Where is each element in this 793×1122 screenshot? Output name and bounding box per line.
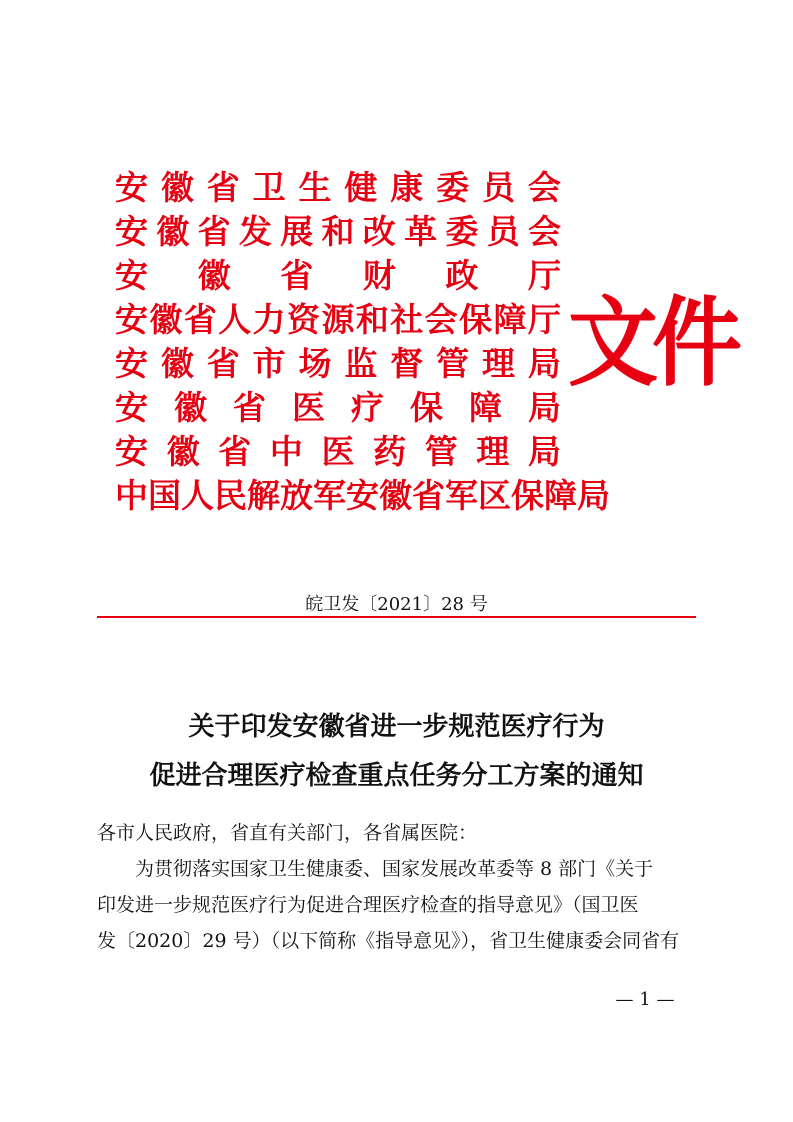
- issuer-char: 会: [424, 300, 458, 339]
- issuer-char: 厅: [527, 300, 561, 339]
- issuer-char: 医: [321, 432, 355, 471]
- issuer-char: 安: [115, 212, 148, 251]
- title-line-2: 促进合理医疗检查重点任务分工方案的通知: [149, 761, 644, 791]
- issuer-line-military-district: [115, 474, 610, 518]
- paragraph-line-2: 印发进一步规范医疗行为促进合理医疗检查的指导意见》（国卫医: [97, 894, 639, 916]
- issuer-char: 政: [445, 256, 479, 295]
- issuer-char: 障: [493, 300, 527, 339]
- issuer-char: 管: [424, 432, 458, 471]
- issuer-char: 省: [206, 344, 240, 383]
- salutation: 各市人民政府，省直有关部门，各省属医院：: [97, 822, 478, 844]
- issuer-char: 徽: [166, 432, 200, 471]
- issuer-char: 理: [476, 432, 510, 471]
- issuer-char: 药: [373, 432, 407, 471]
- issuer-char: 源: [321, 300, 355, 339]
- issuer-char: 区: [478, 476, 511, 515]
- issuer-char: 局: [527, 344, 561, 383]
- issuer-char: 管: [436, 344, 470, 383]
- issuer-char: 和: [355, 300, 389, 339]
- issuer-char: 保: [410, 388, 443, 427]
- issuer-char: 医: [292, 388, 325, 427]
- issuer-char: 市: [252, 344, 286, 383]
- issuer-char: 徽: [149, 300, 183, 339]
- page-number: — 1 —: [615, 989, 675, 1010]
- issuer-char: 安: [115, 168, 148, 207]
- issuer-char: 省: [412, 476, 445, 515]
- issuer-char: 健: [344, 168, 378, 207]
- issuer-char: 安: [115, 432, 148, 471]
- issuer-char: 徽: [156, 212, 190, 251]
- issuer-char: 省: [280, 256, 314, 295]
- title-line-1: 关于印发安徽省进一步规范医疗行为: [188, 712, 605, 742]
- issuer-char: 保: [511, 476, 544, 515]
- issuer-char: 解: [247, 476, 280, 515]
- body-text: [97, 815, 697, 959]
- issuer-char: 安: [115, 388, 148, 427]
- issuer-char: 厅: [527, 256, 561, 295]
- issuer-char: 障: [544, 476, 577, 515]
- issuer-char: 改: [362, 212, 396, 251]
- issuer-char: 人: [181, 476, 214, 515]
- issuer-char: 国: [148, 476, 181, 515]
- issuer-line-market-regulation: [115, 342, 561, 386]
- paragraph-line-1: 为贯彻落实国家卫生健康委、国家发展改革委等 8 部门《关于: [135, 858, 654, 880]
- issuer-char: 徽: [160, 168, 194, 207]
- issuer-char: 委: [445, 212, 479, 251]
- issuer-char: 省: [197, 212, 231, 251]
- issuer-char: 员: [486, 212, 520, 251]
- issuer-char: 展: [280, 212, 314, 251]
- issuer-char: 徽: [160, 344, 194, 383]
- issuer-char: 安: [115, 256, 148, 295]
- issuer-char: 督: [390, 344, 424, 383]
- red-divider-line: [97, 616, 696, 618]
- issuer-line-tcm-administration: [115, 430, 561, 474]
- issuer-line-development-reform: [115, 210, 561, 254]
- issuer-line-human-resources: [115, 298, 561, 342]
- issuer-char: 障: [469, 388, 502, 427]
- issuer-char: 委: [436, 168, 470, 207]
- issuer-char: 中: [115, 476, 148, 515]
- paragraph-line-3: 发〔2020〕29 号）（以下简称《指导意见》），省卫生健康委会同省有: [97, 930, 680, 952]
- issuer-char: 员: [482, 168, 515, 207]
- issuer-char: 省: [183, 300, 217, 339]
- issuer-char: 财: [362, 256, 396, 295]
- issuer-char: 保: [459, 300, 493, 339]
- issuer-char: 局: [528, 432, 561, 471]
- issuer-char: 康: [390, 168, 424, 207]
- issuer-char: 人: [218, 300, 252, 339]
- issuer-char: 会: [527, 212, 561, 251]
- issuer-char: 资: [287, 300, 321, 339]
- document-title: [0, 703, 793, 801]
- issuer-char: 发: [238, 212, 272, 251]
- issuer-char: 徽: [379, 476, 412, 515]
- issuing-agencies-block: [115, 166, 610, 518]
- issuer-char: 安: [115, 344, 148, 383]
- issuer-char: 监: [344, 344, 378, 383]
- issuer-char: 省: [206, 168, 240, 207]
- issuer-char: 徽: [197, 256, 231, 295]
- issuer-char: 局: [528, 388, 561, 427]
- issuer-char: 放: [280, 476, 313, 515]
- issuer-char: 力: [252, 300, 286, 339]
- document-number: 皖卫发〔2021〕28 号: [305, 594, 488, 615]
- issuer-char: 省: [218, 432, 252, 471]
- issuer-char: 卫: [252, 168, 286, 207]
- issuer-char: 社: [390, 300, 424, 339]
- issuer-char: 生: [298, 168, 332, 207]
- document-label-wenjian: 文件: [568, 286, 736, 401]
- issuer-line-medical-security: [115, 386, 561, 430]
- issuer-char: 民: [214, 476, 247, 515]
- issuer-char: 和: [321, 212, 355, 251]
- issuer-char: 疗: [351, 388, 384, 427]
- issuer-char: 省: [233, 388, 266, 427]
- issuer-char: 会: [527, 168, 561, 207]
- issuer-char: 军: [445, 476, 478, 515]
- issuer-char: 场: [298, 344, 332, 383]
- issuer-char: 局: [577, 476, 610, 515]
- issuer-char: 安: [115, 300, 148, 339]
- issuer-char: 军: [313, 476, 346, 515]
- issuer-char: 革: [404, 212, 438, 251]
- issuer-line-health-commission: [115, 166, 561, 210]
- issuer-line-finance: [115, 254, 561, 298]
- issuer-char: 理: [482, 344, 515, 383]
- issuer-char: 徽: [174, 388, 207, 427]
- issuer-char: 中: [269, 432, 303, 471]
- issuer-char: 安: [346, 476, 379, 515]
